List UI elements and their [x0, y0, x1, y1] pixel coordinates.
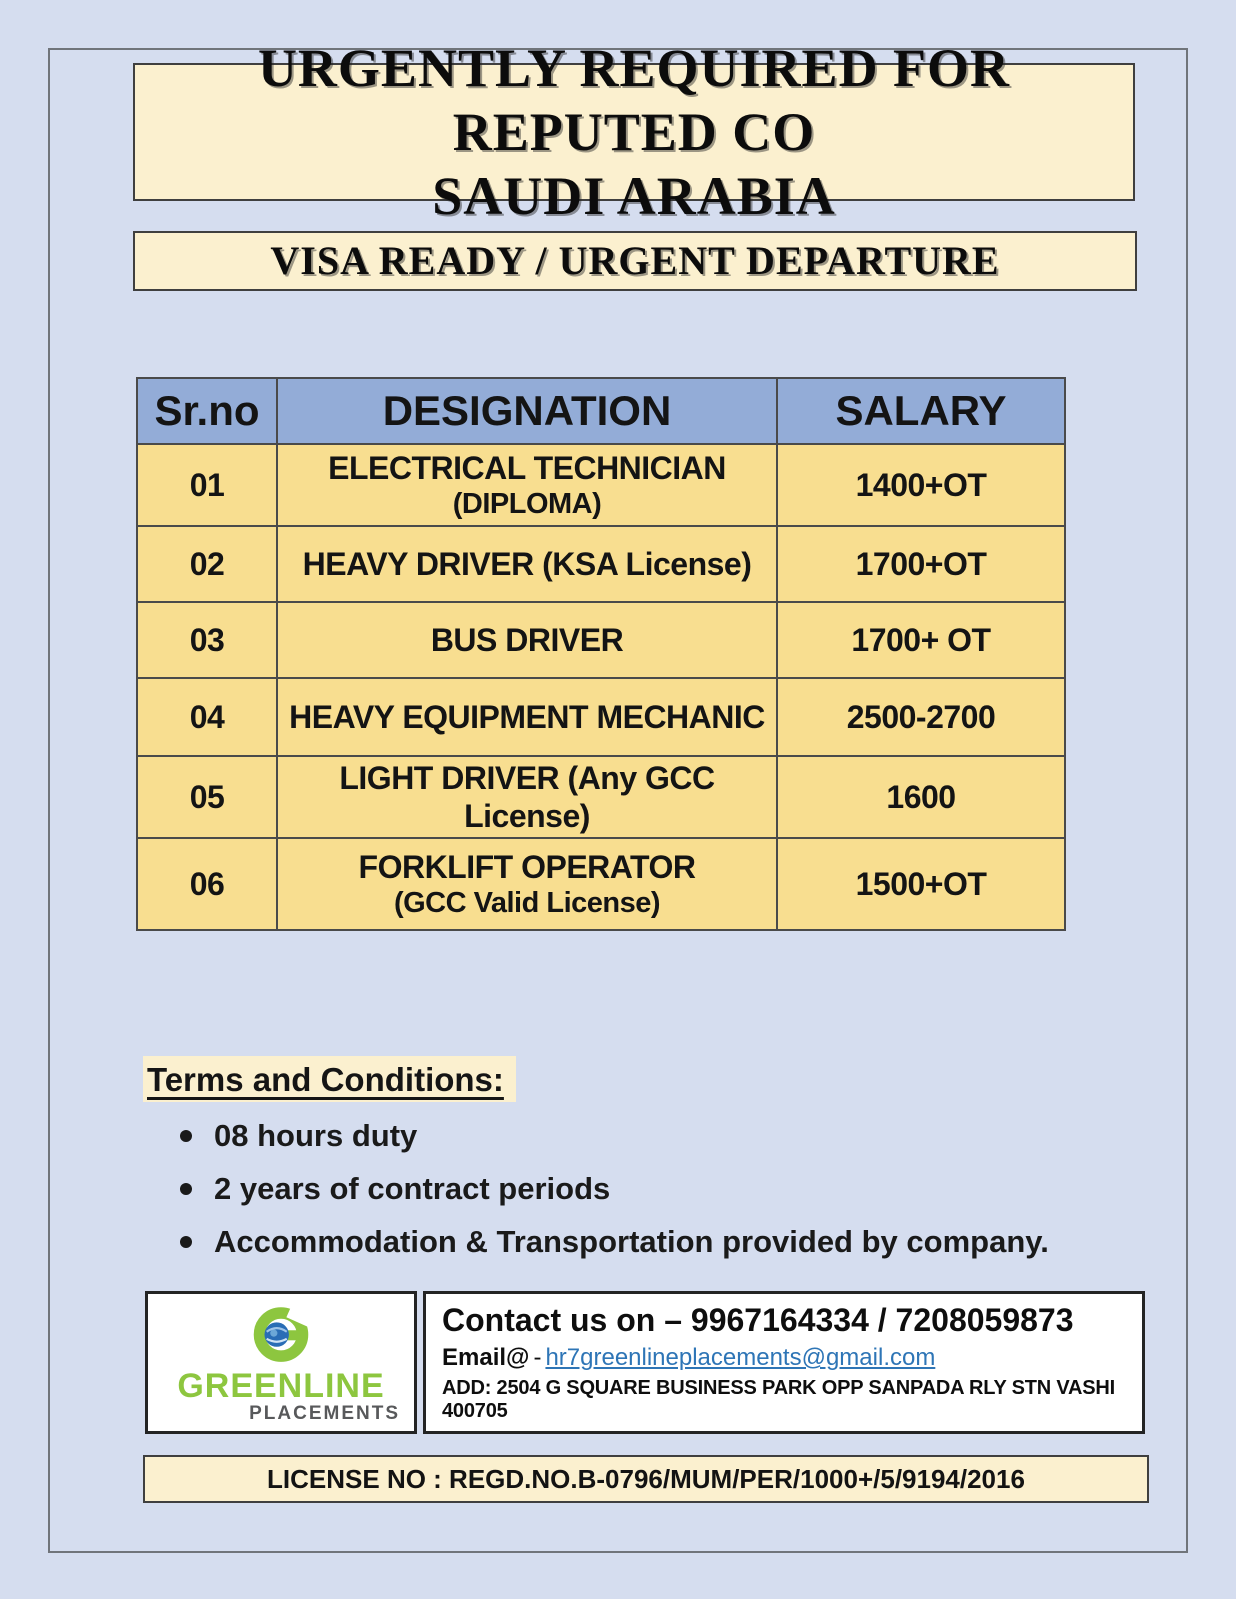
- designation-sub: (DIPLOMA): [452, 488, 602, 520]
- cell-srno: 02: [137, 526, 277, 602]
- main-title-line1: URGENTLY REQUIRED FOR REPUTED CO: [257, 38, 1011, 162]
- designation-main: HEAVY EQUIPMENT MECHANIC: [289, 699, 765, 735]
- subtitle-box: [133, 231, 1137, 291]
- cell-srno: 04: [137, 678, 277, 756]
- contact-email-line: [442, 1344, 1128, 1372]
- logo-g-globe-icon: [245, 1303, 317, 1369]
- cell-salary: 2500-2700: [777, 678, 1065, 756]
- contact-phone-line: Contact us on – 9967164334 / 7208059873: [442, 1302, 1074, 1338]
- designation-main: LIGHT DRIVER (Any GCC License): [339, 760, 715, 834]
- terms-heading-text: Terms and Conditions:: [147, 1061, 504, 1098]
- terms-item: [180, 1222, 1049, 1262]
- terms-heading: [143, 1056, 516, 1102]
- cell-srno: 03: [137, 602, 277, 678]
- main-title-line2: SAUDI ARABIA: [432, 166, 836, 226]
- designation-main: ELECTRICAL TECHNICIAN: [328, 450, 726, 486]
- cell-designation: [277, 756, 777, 838]
- designation-main: BUS DRIVER: [430, 622, 624, 658]
- license-box: [143, 1455, 1149, 1503]
- greenline-logo: [145, 1291, 417, 1434]
- table-row: [137, 678, 1065, 756]
- main-title-box: [133, 38, 1135, 226]
- terms-item-text: 08 hours duty: [214, 1118, 418, 1153]
- terms-list: [180, 1116, 1049, 1275]
- bullet-icon: [180, 1130, 192, 1142]
- logo-sub-text: PLACEMENTS: [249, 1402, 400, 1424]
- cell-salary: 1600: [777, 756, 1065, 838]
- designation-sub: (GCC Valid License): [393, 887, 661, 919]
- terms-item-text: Accommodation & Transportation provided by company.: [214, 1224, 1049, 1259]
- cell-designation: [277, 838, 777, 930]
- cell-salary: 1500+OT: [777, 838, 1065, 930]
- table-row: [137, 756, 1065, 838]
- designation-main: FORKLIFT OPERATOR: [358, 849, 696, 885]
- cell-salary: 1400+OT: [777, 444, 1065, 526]
- contact-box: [423, 1291, 1145, 1434]
- designation-main: HEAVY DRIVER (KSA License): [302, 546, 752, 582]
- table-row: [137, 444, 1065, 526]
- subtitle-text: VISA READY / URGENT DEPARTURE: [270, 238, 1000, 283]
- column-header-salary: SALARY: [777, 378, 1065, 444]
- terms-item-text: 2 years of contract periods: [214, 1171, 611, 1206]
- cell-designation: [277, 602, 777, 678]
- terms-item: [180, 1169, 1049, 1209]
- column-header-srno: Sr.no: [137, 378, 277, 444]
- table-header-row: [137, 378, 1065, 444]
- cell-srno: 05: [137, 756, 277, 838]
- table-row: [137, 602, 1065, 678]
- bullet-icon: [180, 1183, 192, 1195]
- email-separator: -: [533, 1344, 542, 1371]
- email-link[interactable]: hr7greenlineplacements@gmail.com: [545, 1344, 936, 1371]
- cell-salary: 1700+OT: [777, 526, 1065, 602]
- cell-designation: [277, 526, 777, 602]
- email-label: Email@: [442, 1344, 530, 1371]
- cell-salary: 1700+ OT: [777, 602, 1065, 678]
- logo-name-text: GREENLINE: [177, 1366, 385, 1405]
- license-text: LICENSE NO : REGD.NO.B-0796/MUM/PER/1000+/5/9194/2016: [267, 1463, 1025, 1494]
- cell-srno: 06: [137, 838, 277, 930]
- contact-address: ADD: 2504 G SQUARE BUSINESS PARK OPP SANPADA RLY STN VASHI 400705: [442, 1377, 1115, 1422]
- cell-designation: [277, 444, 777, 526]
- table-row: [137, 526, 1065, 602]
- table-row: [137, 838, 1065, 930]
- cell-srno: 01: [137, 444, 277, 526]
- bullet-icon: [180, 1236, 192, 1248]
- cell-designation: [277, 678, 777, 756]
- terms-item: [180, 1116, 1049, 1156]
- jobs-table: [136, 377, 1066, 931]
- column-header-designation: DESIGNATION: [277, 378, 777, 444]
